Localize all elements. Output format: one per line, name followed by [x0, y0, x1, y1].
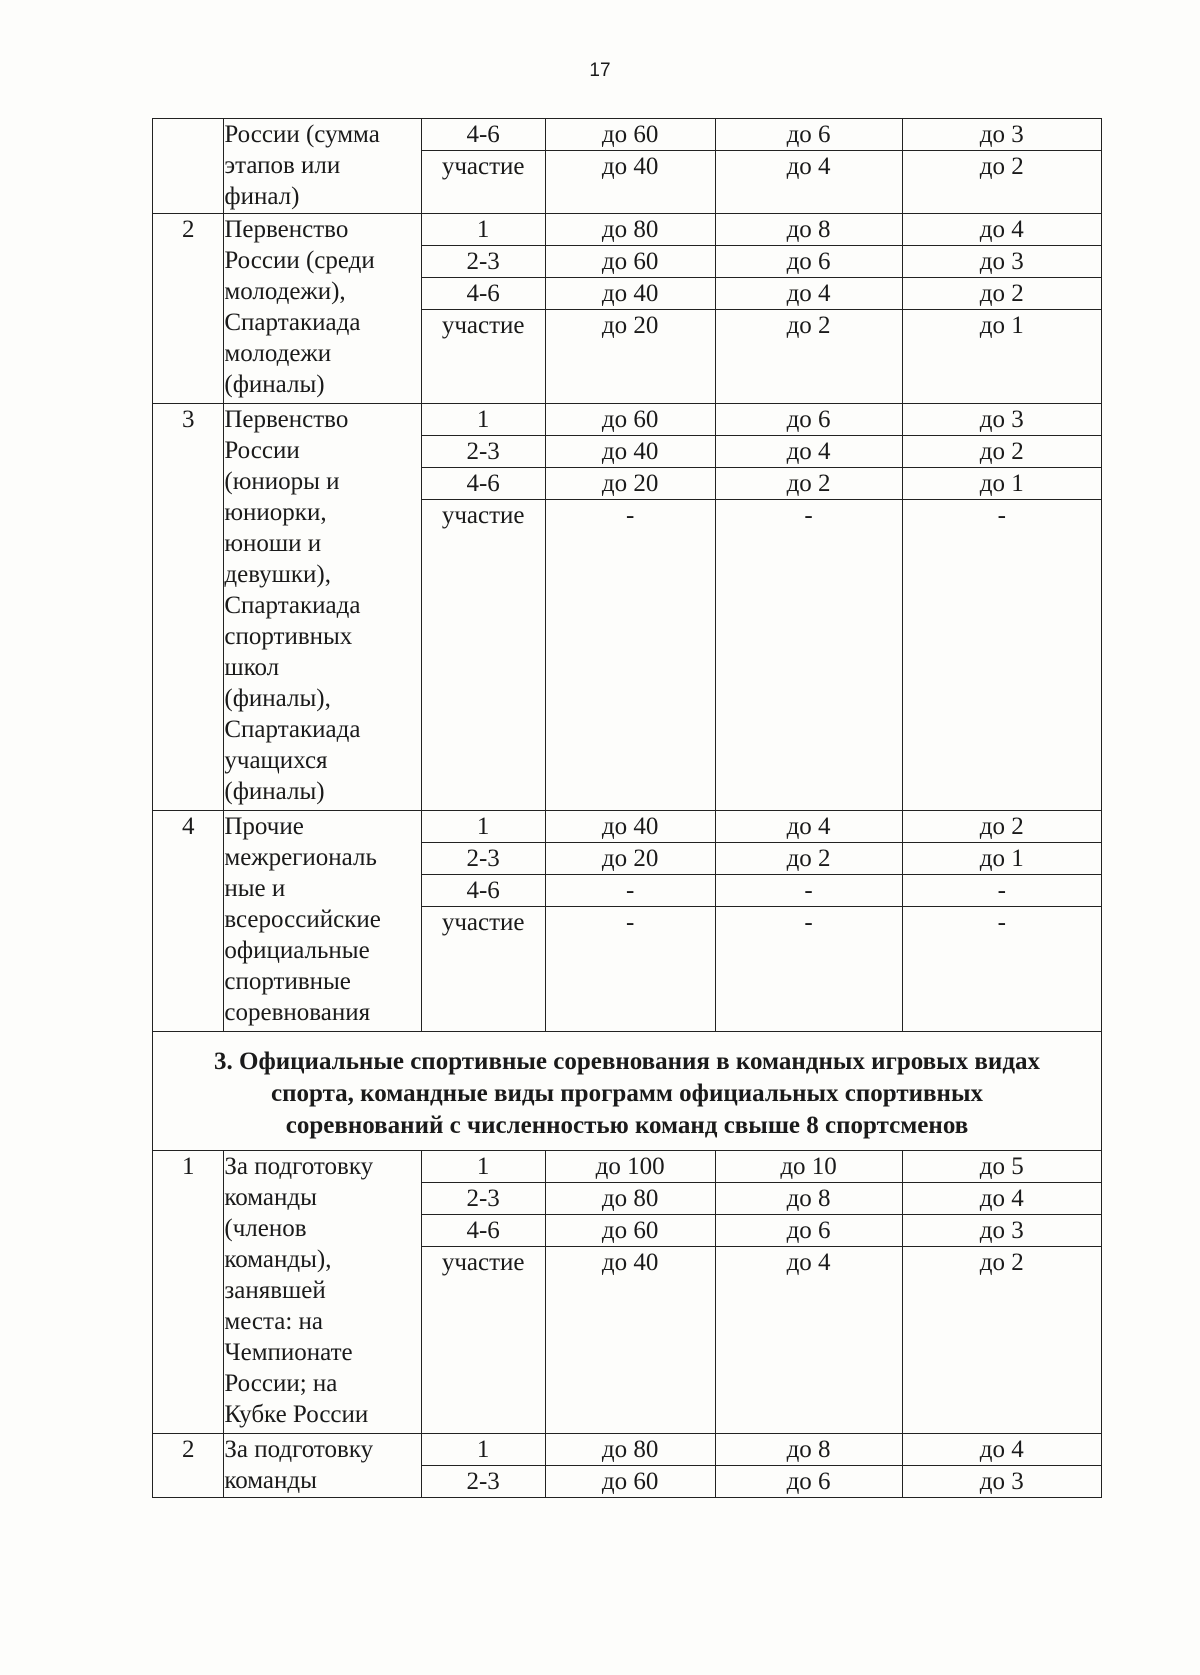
- competition-name-line: России: [224, 437, 300, 464]
- competition-name-line: молодежи),: [224, 278, 346, 305]
- place-cell: 2-3: [421, 843, 545, 875]
- value-cell-3: до 4: [902, 214, 1102, 246]
- value-cell-1: до 40: [545, 151, 715, 214]
- value-cell-1: до 60: [545, 1466, 715, 1498]
- competition-name-line: спортивные: [224, 968, 351, 995]
- competition-name-line: команды: [224, 1467, 317, 1494]
- place-cell: 4-6: [421, 468, 545, 500]
- row-number: 2: [153, 214, 224, 404]
- value-cell-3: -: [902, 875, 1102, 907]
- value-cell-1: -: [545, 500, 715, 811]
- value-cell-1: до 60: [545, 1215, 715, 1247]
- competition-name-line: занявшей: [224, 1277, 326, 1304]
- place-cell: участие: [421, 310, 545, 404]
- value-cell-1: до 20: [545, 843, 715, 875]
- competition-name: [224, 1151, 421, 1434]
- competition-name: [224, 1434, 421, 1498]
- competition-name-line: За подготовку: [224, 1436, 374, 1463]
- value-cell-1: до 40: [545, 278, 715, 310]
- value-cell-2: до 8: [715, 214, 902, 246]
- competition-name-line: Чемпионате: [224, 1339, 353, 1366]
- value-cell-1: до 40: [545, 436, 715, 468]
- value-cell-2: до 2: [715, 468, 902, 500]
- row-number: 1: [153, 1151, 224, 1434]
- competition-name: [224, 404, 421, 811]
- competition-name-line: места: на: [224, 1308, 324, 1335]
- row-number: [153, 119, 224, 214]
- value-cell-3: -: [902, 500, 1102, 811]
- competition-name-line: учащихся: [224, 747, 328, 774]
- value-cell-2: до 6: [715, 1466, 902, 1498]
- place-cell: 2-3: [421, 1466, 545, 1498]
- competition-name-line: официальные: [224, 937, 370, 964]
- value-cell-1: до 20: [545, 310, 715, 404]
- value-cell-3: -: [902, 907, 1102, 1032]
- value-cell-2: до 2: [715, 843, 902, 875]
- value-cell-2: -: [715, 875, 902, 907]
- value-cell-3: до 3: [902, 246, 1102, 278]
- value-cell-2: до 4: [715, 436, 902, 468]
- place-cell: 4-6: [421, 1215, 545, 1247]
- value-cell-2: до 4: [715, 811, 902, 843]
- value-cell-3: до 3: [902, 404, 1102, 436]
- competition-name-line: (членов: [224, 1215, 307, 1242]
- value-cell-3: до 5: [902, 1151, 1102, 1183]
- competition-name-line: Спартакиада: [224, 592, 361, 619]
- competition-name-line: юниорки,: [224, 499, 327, 526]
- competition-name-line: Первенство: [224, 216, 349, 243]
- value-cell-2: до 4: [715, 278, 902, 310]
- value-cell-3: до 2: [902, 811, 1102, 843]
- value-cell-1: до 40: [545, 811, 715, 843]
- competition-name-line: молодежи: [224, 340, 332, 367]
- place-cell: участие: [421, 151, 545, 214]
- row-number: 3: [153, 404, 224, 811]
- competition-name-line: России; на: [224, 1370, 338, 1397]
- place-cell: 1: [421, 214, 545, 246]
- competition-name-line: школ: [224, 654, 280, 681]
- value-cell-1: до 40: [545, 1247, 715, 1434]
- competition-name-line: юноши и: [224, 530, 322, 557]
- competition-name-line: спортивных: [224, 623, 353, 650]
- table-body: [153, 119, 1102, 1498]
- value-cell-1: до 80: [545, 214, 715, 246]
- value-cell-1: до 60: [545, 119, 715, 151]
- competition-name-line: девушки),: [224, 561, 331, 588]
- table-row: [153, 1151, 1102, 1183]
- place-cell: 1: [421, 1151, 545, 1183]
- value-cell-2: до 10: [715, 1151, 902, 1183]
- competition-name-line: этапов или: [224, 152, 341, 179]
- value-cell-3: до 2: [902, 1247, 1102, 1434]
- place-cell: 1: [421, 404, 545, 436]
- value-cell-1: до 100: [545, 1151, 715, 1183]
- competition-name: [224, 119, 421, 214]
- value-cell-2: до 2: [715, 310, 902, 404]
- value-cell-3: до 3: [902, 1466, 1102, 1498]
- competition-name-line: ные и: [224, 875, 286, 902]
- value-cell-1: до 60: [545, 246, 715, 278]
- value-cell-2: -: [715, 907, 902, 1032]
- value-cell-1: -: [545, 907, 715, 1032]
- value-cell-1: -: [545, 875, 715, 907]
- competition-name-line: Первенство: [224, 406, 349, 433]
- section-title-line: 3. Официальные спортивные соревнования в командных игровых видах: [214, 1048, 1040, 1075]
- competition-name: [224, 214, 421, 404]
- competition-name-line: (финалы): [224, 371, 325, 398]
- value-cell-1: до 60: [545, 404, 715, 436]
- place-cell: 4-6: [421, 119, 545, 151]
- row-number: 2: [153, 1434, 224, 1498]
- competition-name-line: (юниоры и: [224, 468, 340, 495]
- competition-name-line: Кубке России: [224, 1401, 369, 1428]
- competition-name-line: всероссийские: [224, 906, 381, 933]
- section-title: [153, 1032, 1102, 1151]
- place-cell: участие: [421, 1247, 545, 1434]
- section-header-row: [153, 1032, 1102, 1151]
- value-cell-2: до 6: [715, 1215, 902, 1247]
- value-cell-3: до 2: [902, 151, 1102, 214]
- section-title-line: соревнований с численностью команд свыше 8 спортсменов: [285, 1112, 969, 1139]
- scoring-table: [152, 118, 1102, 1498]
- value-cell-2: -: [715, 500, 902, 811]
- value-cell-2: до 8: [715, 1183, 902, 1215]
- table-row: [153, 214, 1102, 246]
- competition-name-line: Спартакиада: [224, 716, 361, 743]
- value-cell-2: до 4: [715, 151, 902, 214]
- place-cell: 2-3: [421, 246, 545, 278]
- value-cell-3: до 4: [902, 1434, 1102, 1466]
- value-cell-3: до 1: [902, 843, 1102, 875]
- competition-name-line: Спартакиада: [224, 309, 361, 336]
- place-cell: 4-6: [421, 875, 545, 907]
- competition-name-line: команды),: [224, 1246, 332, 1273]
- place-cell: 4-6: [421, 278, 545, 310]
- value-cell-1: до 80: [545, 1183, 715, 1215]
- competition-name-line: финал): [224, 183, 300, 210]
- value-cell-2: до 6: [715, 119, 902, 151]
- row-number: 4: [153, 811, 224, 1032]
- place-cell: участие: [421, 500, 545, 811]
- table-row: [153, 1434, 1102, 1466]
- table-row: [153, 119, 1102, 151]
- value-cell-3: до 1: [902, 310, 1102, 404]
- competition-name-line: За подготовку: [224, 1153, 374, 1180]
- value-cell-1: до 20: [545, 468, 715, 500]
- page-number: 17: [589, 60, 611, 81]
- value-cell-3: до 2: [902, 278, 1102, 310]
- value-cell-3: до 4: [902, 1183, 1102, 1215]
- place-cell: участие: [421, 907, 545, 1032]
- value-cell-3: до 1: [902, 468, 1102, 500]
- place-cell: 1: [421, 811, 545, 843]
- competition-name-line: России (среди: [224, 247, 375, 274]
- value-cell-2: до 6: [715, 246, 902, 278]
- value-cell-2: до 8: [715, 1434, 902, 1466]
- table-row: [153, 811, 1102, 843]
- place-cell: 2-3: [421, 1183, 545, 1215]
- value-cell-3: до 3: [902, 119, 1102, 151]
- value-cell-1: до 80: [545, 1434, 715, 1466]
- competition-name-line: (финалы),: [224, 685, 331, 712]
- section-title-line: спорта, командные виды программ официальных спортивных: [271, 1080, 983, 1107]
- value-cell-2: до 4: [715, 1247, 902, 1434]
- value-cell-2: до 6: [715, 404, 902, 436]
- place-cell: 1: [421, 1434, 545, 1466]
- value-cell-3: до 3: [902, 1215, 1102, 1247]
- competition-name-line: соревнования: [224, 999, 371, 1026]
- competition-name-line: межрегиональ: [224, 844, 377, 871]
- value-cell-3: до 2: [902, 436, 1102, 468]
- competition-name-line: команды: [224, 1184, 317, 1211]
- competition-name-line: (финалы): [224, 778, 325, 805]
- competition-name: [224, 811, 421, 1032]
- place-cell: 2-3: [421, 436, 545, 468]
- table-row: [153, 404, 1102, 436]
- competition-name-line: Прочие: [224, 813, 304, 840]
- competition-name-line: России (сумма: [224, 121, 380, 148]
